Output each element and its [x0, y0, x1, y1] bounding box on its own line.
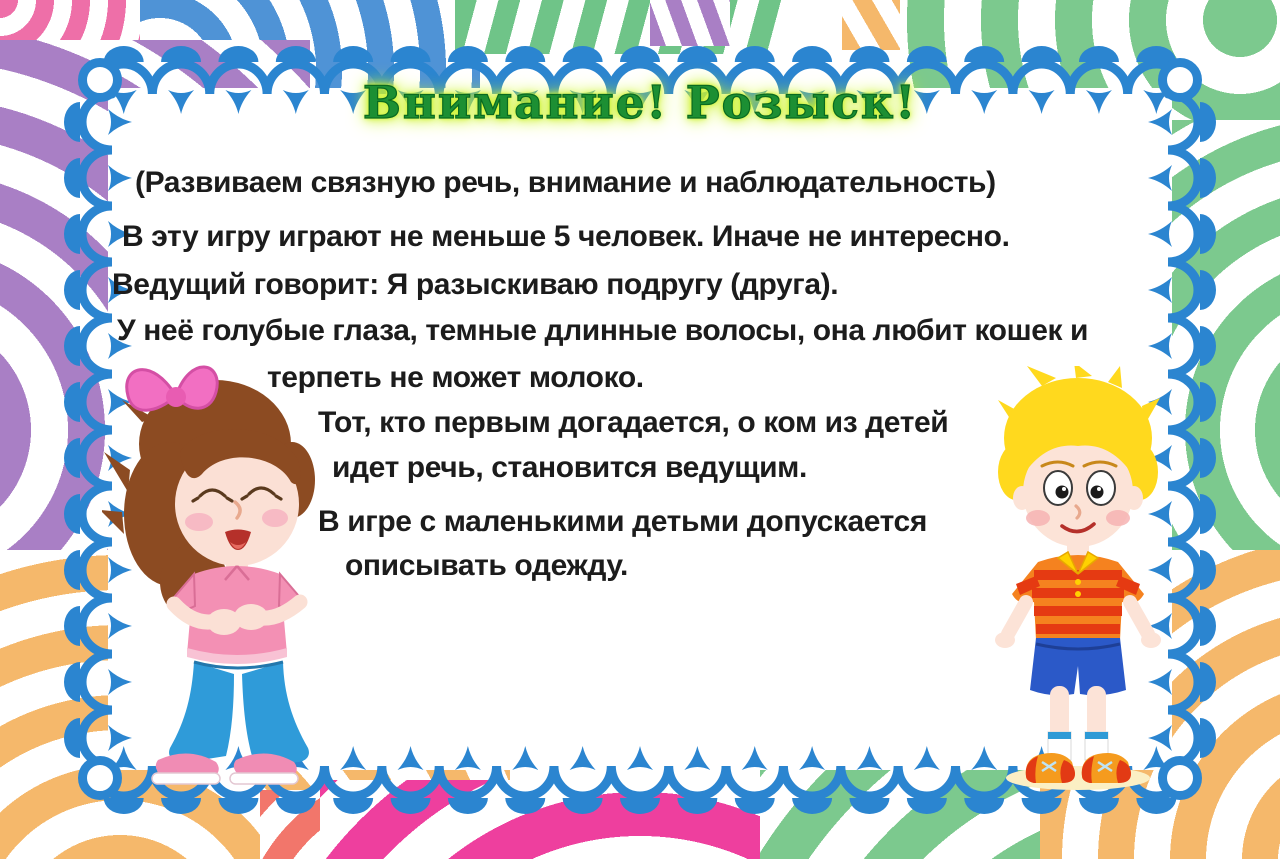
- body-line-2: В эту игру играют не меньше 5 человек. Иначе не интересно.: [122, 220, 1010, 253]
- body-line-3: Ведущий говорит: Я разыскиваю подругу (друга).: [112, 268, 839, 301]
- boy-shorts: [1030, 638, 1126, 695]
- boy-illustration: [972, 366, 1184, 794]
- body-line-7: идет речь, становится ведущим.: [332, 451, 807, 484]
- girl-illustration: [102, 352, 337, 797]
- body-line-6: Тот, кто первым догадается, о ком из детей: [318, 406, 949, 439]
- body-line-5: терпеть не может молоко.: [267, 361, 644, 394]
- girl-jeans: [169, 662, 309, 762]
- girl-shoes: [152, 753, 298, 784]
- body-line-8: В игре с маленькими детьми допускается: [318, 505, 927, 538]
- body-line-4: У неё голубые глаза, темные длинные волосы, она любит кошек и: [117, 314, 1089, 347]
- body-line-9: описывать одежду.: [345, 549, 628, 582]
- poster-title: Внимание! Розыск!: [362, 76, 918, 129]
- girl-bow: [127, 367, 217, 410]
- body-line-1: (Развиваем связную речь, внимание и наблюдательность): [135, 166, 996, 199]
